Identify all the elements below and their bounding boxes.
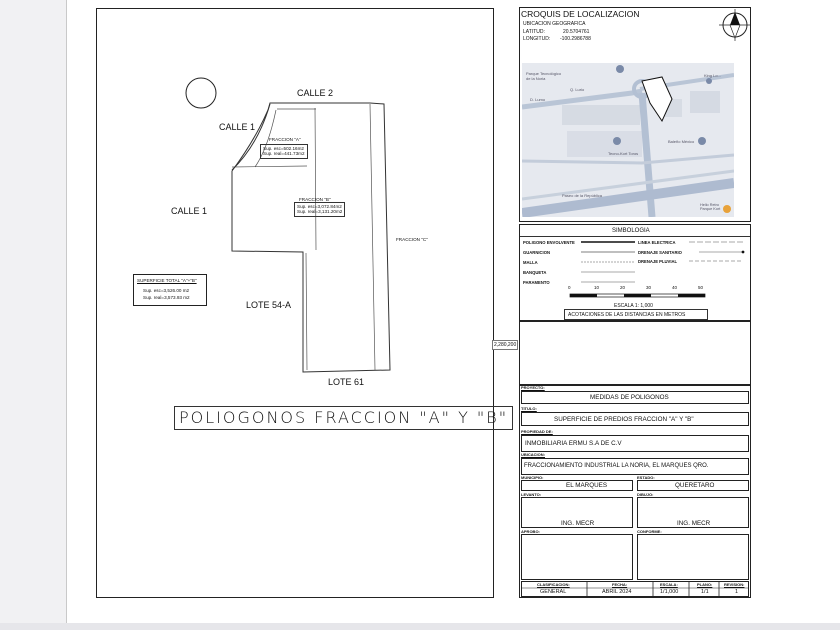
fraccion-a-title: FRACCION "A" — [269, 137, 301, 142]
revision-label: REVISION: — [724, 582, 745, 587]
map-label-road2: Q. Lurio — [570, 87, 585, 92]
ubicacion-value: FRACCIONAMIENTO INDUSTRIAL LA NORIA, EL MARQUES QRO. — [524, 463, 709, 469]
latitud-value: 20.5704761 — [563, 29, 590, 35]
legend-malla: MALLA — [523, 260, 538, 265]
scale-tick-20: 20 — [620, 285, 626, 290]
municipio-label: MUNICIPIO: — [521, 475, 544, 480]
legend-lines — [519, 236, 751, 296]
map-label-poi1: Parque Tecnológico de la Noria — [526, 71, 562, 81]
fraccion-a-real: Sup. real=441.73m2 — [263, 151, 305, 157]
bottom-strip — [0, 623, 840, 630]
map-label-road1: D. Lumo — [530, 97, 546, 102]
north-arrow-icon — [717, 8, 753, 42]
aprobo-field — [521, 534, 633, 580]
titulo-value: SUPERFICIE DE PREDIOS FRACCION "A" Y "B" — [554, 416, 694, 423]
fraccion-b-esc: Sup. esc=3,072.84m2 — [297, 204, 342, 209]
legend-poligono: POLIGONO ENVOLVENTE — [523, 240, 575, 245]
scale-bar — [565, 292, 710, 302]
revision-value: 1 — [735, 589, 739, 595]
plano-label: PLANO: — [697, 582, 713, 587]
simbologia-title: SIMBOLOGIA — [612, 228, 650, 234]
fraccion-a-box — [260, 144, 308, 159]
total-esc: Sup. esc=3,526.00 m2 — [143, 288, 190, 293]
ubicacion-label: UBICACION: — [521, 452, 545, 457]
levanto-value: ING. MECR — [561, 520, 595, 527]
titulo-label: TITULO: — [521, 406, 537, 411]
lote54-label: LOTE 54-A — [246, 300, 292, 310]
longitud-label: LONGITUD: — [523, 36, 551, 42]
fraccion-c-label: FRACCION "C" — [396, 237, 428, 242]
clasificacion-value: GENERAL — [540, 589, 567, 595]
outer-polygon — [232, 103, 390, 372]
proyecto-label: PROYECTO: — [521, 385, 545, 390]
estado-label: ESTADO: — [637, 475, 655, 480]
map-label-king: King Lo... — [704, 73, 721, 78]
legend-linea-electrica: LINEA ELECTRICA — [638, 240, 676, 245]
escala-value: 1/1,000 — [660, 589, 679, 595]
proyecto-value: MEDIDAS DE POLIGONOS — [590, 394, 669, 401]
calle1-left-label: CALLE 1 — [171, 206, 208, 216]
fecha-value: ABRIL 2024 — [602, 589, 632, 595]
map-label-bottom: Paseo de la República — [562, 193, 603, 198]
map-label-toros: Tecno-Kort Toros — [608, 151, 639, 156]
scale-tick-50: 50 — [698, 285, 704, 290]
total-real: Sup. real=3,573.93 m2 — [143, 295, 190, 300]
clasificacion-label: CLASIFICACION: — [537, 582, 570, 587]
fecha-label: FECHA: — [612, 582, 628, 587]
scale-tick-30: 30 — [646, 285, 652, 290]
dibujo-value: ING. MECR — [677, 520, 711, 527]
conforme-label: CONFORME: — [637, 529, 662, 534]
levanto-label: LEVANTO: — [521, 492, 542, 497]
croquis-title: CROQUIS DE LOCALIZACION — [521, 9, 640, 19]
plano-value: 1/1 — [701, 589, 709, 595]
dibujo-label: DIBUJO: — [637, 492, 654, 497]
scale-tick-40: 40 — [672, 285, 678, 290]
propiedad-value: INMOBILIARIA ERMU S.A DE C.V — [525, 440, 622, 447]
coordinate-label: 2,280,200 — [494, 342, 517, 348]
municipio-value: EL MARQUES — [566, 482, 608, 489]
latitud-label: LATITUD: — [523, 29, 545, 35]
acotaciones-text: ACOTACIONES DE LAS DISTANCIAS EN METROS — [568, 312, 686, 318]
calle1-top-label: CALLE 1 — [219, 122, 256, 132]
map-label-hello: Hello Retro Parque Kort — [700, 203, 721, 211]
location-map — [522, 63, 734, 217]
acotaciones-box — [564, 309, 708, 320]
legend-paramento: PARAMENTO — [523, 280, 550, 285]
estado-value: QUERETARO — [675, 482, 715, 489]
escala-field-label: ESCALA: — [660, 582, 678, 587]
scale-tick-10: 10 — [594, 285, 600, 290]
legend-banqueta: BANQUETA — [523, 270, 547, 275]
longitud-value: -100.2986788 — [560, 36, 591, 42]
lote61-label: LOTE 61 — [328, 377, 365, 387]
fraccion-b-title: FRACCION "B" — [299, 197, 331, 202]
conforme-field — [637, 534, 749, 580]
scale-tick-0: 0 — [568, 285, 571, 290]
fraccion-b-box — [294, 202, 345, 217]
north-circle — [186, 78, 216, 108]
legend-guarnicion: GUARNICION — [523, 250, 550, 255]
total-title: SUPERFICIE TOTAL "A"+"B" — [137, 278, 197, 283]
calle2-label: CALLE 2 — [297, 88, 334, 98]
fraccion-a-esc: Sup. esc=502.16m2 — [263, 146, 304, 151]
propiedad-label: PROPIEDAD DE: — [521, 429, 553, 434]
superficie-total-box — [133, 274, 207, 306]
blank-panel — [519, 321, 751, 385]
aprobo-label: APROBO: — [521, 529, 540, 534]
map-roads — [522, 63, 734, 217]
fraccion-b-real: Sup. real=3,131.20m2 — [297, 209, 343, 215]
legend-drenaje-pluvial: DRENAJE PLUVIAL — [638, 259, 678, 264]
ubicacion-geografica: UBICACION GEOGRAFICA — [523, 21, 586, 27]
drawing-title: POLIOGONOS FRACCION "A" Y "B" — [174, 406, 513, 430]
escala-label: ESCALA 1: 1,000 — [614, 303, 653, 309]
map-label-mexico: Baleño México — [668, 139, 695, 144]
curve-edge — [232, 104, 270, 170]
legend-drenaje-sanitario: DRENAJE SANITARIO — [638, 250, 682, 255]
